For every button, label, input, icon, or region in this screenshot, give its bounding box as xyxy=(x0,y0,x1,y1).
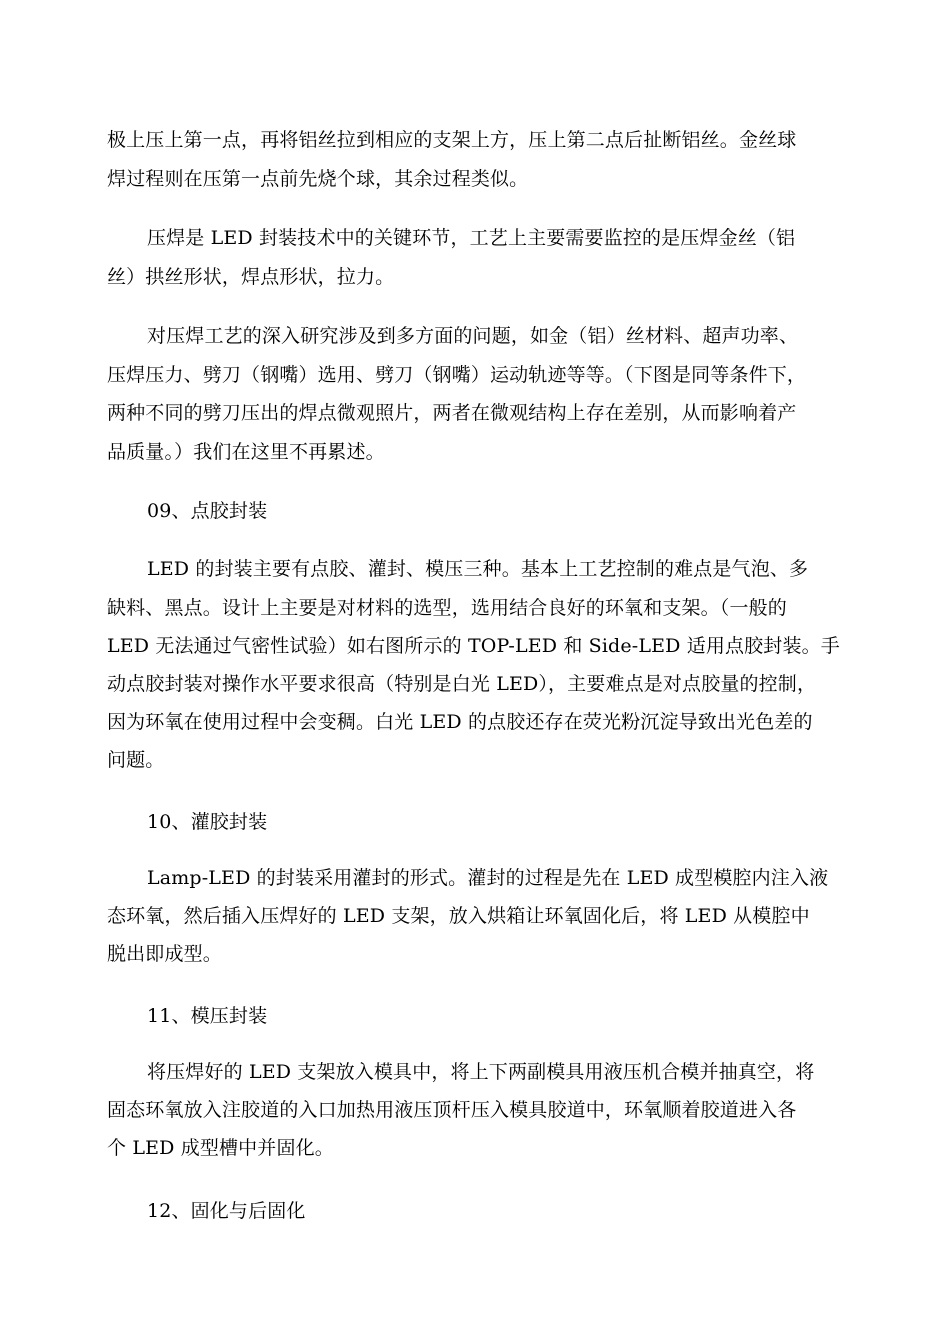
paragraph-dispensing-line-1: LED 的封装主要有点胶、灌封、模压三种。基本上工艺控制的难点是气泡、多 xyxy=(147,558,809,580)
paragraph-dispensing-line-3: LED 无法通过气密性试验）如右图所示的 TOP-LED 和 Side-LED 适用点胶封装。手 xyxy=(107,635,840,657)
paragraph-bonding-key-line-2: 丝）拱丝形状，焊点形状，拉力。 xyxy=(107,266,395,288)
paragraph-dispensing-line-2: 缺料、黑点。设计上主要是对材料的选型，选用结合良好的环氧和支架。（一般的 xyxy=(107,597,787,619)
paragraph-potting-line-1: Lamp-LED 的封装采用灌封的形式。灌封的过程是先在 LED 成型模腔内注入液 xyxy=(147,867,829,889)
section-heading-09: 09、点胶封装 xyxy=(147,500,268,522)
paragraph-molding-line-3: 个 LED 成型槽中并固化。 xyxy=(107,1137,334,1159)
paragraph-dispensing-line-4: 动点胶封装对操作水平要求很高（特别是白光 LED），主要难点是对点胶量的控制， xyxy=(107,673,817,695)
paragraph-bonding-key-line-1: 压焊是 LED 封装技术中的关键环节，工艺上主要需要监控的是压焊金丝（铝 xyxy=(147,227,796,249)
paragraph-bonding-research-line-4: 品质量。）我们在这里不再累述。 xyxy=(107,441,385,463)
section-heading-12: 12、固化与后固化 xyxy=(147,1200,306,1222)
paragraph-bonding-research-line-2: 压焊压力、劈刀（钢嘴）选用、劈刀（钢嘴）运动轨迹等等。（下图是同等条件下， xyxy=(107,364,807,386)
paragraph-molding-line-1: 将压焊好的 LED 支架放入模具中，将上下两副模具用液压机合模并抽真空，将 xyxy=(147,1061,815,1083)
paragraph-wire-bonding-line-2: 焊过程则在压第一点前先烧个球，其余过程类似。 xyxy=(107,168,529,190)
paragraph-potting-line-2: 态环氧，然后插入压焊好的 LED 支架，放入烘箱让环氧固化后，将 LED 从模腔中 xyxy=(107,905,810,927)
paragraph-dispensing-line-6: 问题。 xyxy=(107,749,165,771)
paragraph-bonding-research-line-3: 两种不同的劈刀压出的焊点微观照片，两者在微观结构上存在差别，从而影响着产 xyxy=(107,402,797,424)
paragraph-dispensing-line-5: 因为环氧在使用过程中会变稠。白光 LED 的点胶还存在荧光粉沉淀导致出光色差的 xyxy=(107,711,813,733)
paragraph-bonding-research-line-1: 对压焊工艺的深入研究涉及到多方面的问题，如金（铝）丝材料、超声功率、 xyxy=(147,325,799,347)
section-heading-11: 11、模压封装 xyxy=(147,1005,268,1027)
paragraph-wire-bonding-line-1: 极上压上第一点，再将铝丝拉到相应的支架上方，压上第二点后扯断铝丝。金丝球 xyxy=(107,129,797,151)
paragraph-potting-line-3: 脱出即成型。 xyxy=(107,943,222,965)
paragraph-molding-line-2: 固态环氧放入注胶道的入口加热用液压顶杆压入模具胶道中，环氧顺着胶道进入各 xyxy=(107,1099,797,1121)
section-heading-10: 10、灌胶封装 xyxy=(147,811,268,833)
